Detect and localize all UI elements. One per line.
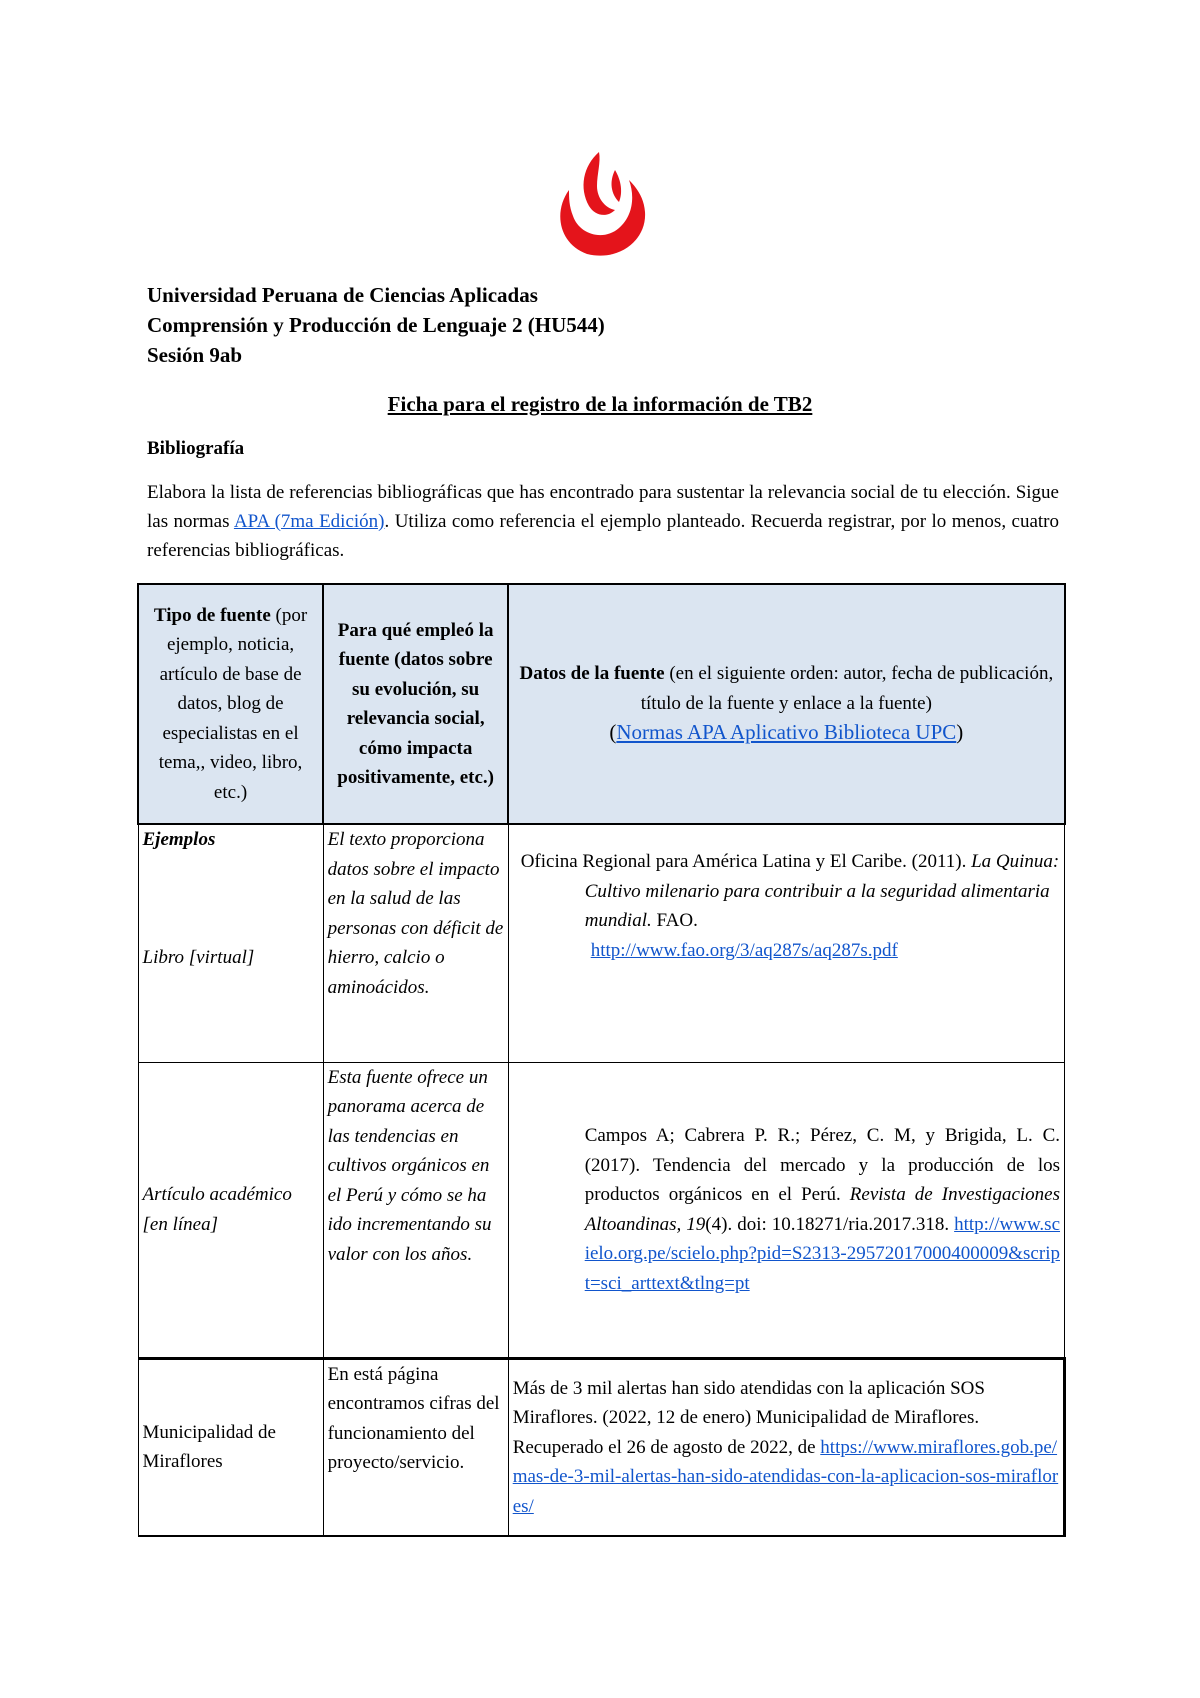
course-name: Comprensión y Producción de Lenguaje 2 (HU544) <box>147 313 605 337</box>
ref-journal: Revista de Investigaciones Altoandinas, 19 <box>584 1184 1060 1235</box>
apa-upc-link[interactable]: Normas APA Aplicativo Biblioteca UPC <box>616 720 957 745</box>
row-type-cell: Municipalidad de Miraflores <box>138 1358 323 1536</box>
row-reference-cell <box>508 824 1064 1062</box>
header-source-data <box>508 584 1064 824</box>
ref-url-link[interactable]: http://www.fao.org/3/aq287s/aq287s.pdf <box>590 939 898 961</box>
intro-text-end: . Utiliza como referencia el ejemplo planteado. Recuerda registrar, por lo menos, cuatro referencias bibliográficas. <box>147 511 1059 561</box>
examples-label: Ejemplos <box>142 829 216 850</box>
header-source-type-rest: (por ejemplo, noticia, artículo de base de datos, blog de especialistas en el tema,, video, libro, etc.) <box>158 604 308 803</box>
paren-open: ( <box>609 720 617 745</box>
ref-text: Más de 3 mil alertas han sido atendidas con la aplicación SOS Miraflores. (2022, 12 de enero) Municipalidad de Miraflores. Recuperado el 26 de agosto de 2022, de <box>512 1377 985 1458</box>
table-header-row <box>138 584 1065 824</box>
row-type-cell: Artículo académico [en línea] <box>138 1062 323 1358</box>
page-title: Ficha para el registro de la información de TB2 <box>387 392 813 416</box>
paren-close: ) <box>956 720 964 745</box>
header-source-type <box>138 584 323 824</box>
row-purpose-cell: El texto proporciona datos sobre el impacto en la salud de las personas con déficit de hierro, calcio o aminoácidos. <box>323 824 508 1062</box>
ref-issue: (4). doi: 10.18271/ria.2017.318. <box>705 1213 955 1235</box>
university-name: Universidad Peruana de Ciencias Aplicadas <box>147 283 538 307</box>
ref-title: La Quinua: Cultivo milenario para contribuir a la seguridad alimentaria mundial. <box>584 851 1060 931</box>
ref-author: Campos A; Cabrera P. R.; Pérez, C. M, y Brigida, L. C. (2017). Tendencia del mercado y la producción de los productos orgánicos en el Perú. <box>584 1125 1060 1205</box>
header-purpose: Para qué empleó la fuente (datos sobre su evolución, su relevancia social, cómo impacta positivamente, etc.) <box>323 584 508 824</box>
session-name: Sesión 9ab <box>147 343 243 367</box>
ref-author: Oficina Regional para América Latina y El Caribe. (2011). <box>520 851 972 872</box>
table-row <box>138 824 1065 1062</box>
ref-url-link[interactable]: http://www.scielo.org.pe/scielo.php?pid=S2313-29572017000400009&script=sci_arttext&tlng=pt <box>584 1213 1061 1294</box>
ref-url-link[interactable]: https://www.miraflores.gob.pe/mas-de-3-mil-alertas-han-sido-atendidas-con-la-aplicacion-sos-miraflores/ <box>512 1436 1059 1517</box>
header-source-data-rest: (en el siguiente orden: autor, fecha de publicación, título de la fuente y enlace a la fuente) <box>640 663 1054 714</box>
intro-text: Elabora la lista de referencias bibliográficas que has encontrado para sustentar la relevancia social de tu elección. Sigue las normas <box>147 482 1059 532</box>
source-type: Libro [virtual] <box>142 946 255 968</box>
section-title: Bibliografía <box>147 438 245 459</box>
row-type-cell <box>138 824 323 1062</box>
row-reference-cell <box>508 1062 1064 1358</box>
header-source-data-bold: Datos de la fuente <box>519 663 665 685</box>
header-source-type-bold: Tipo de fuente <box>153 604 271 626</box>
row-purpose-cell: Esta fuente ofrece un panorama acerca de las tendencias en cultivos orgánicos en el Perú y cómo se ha ido incrementando su valor con los años. <box>323 1062 508 1358</box>
table-row <box>138 1062 1065 1358</box>
intro-paragraph <box>147 478 1059 565</box>
ref-publisher: FAO. <box>651 910 698 931</box>
row-purpose-cell: En está página encontramos cifras del funcionamiento del proyecto/servicio. <box>323 1358 508 1536</box>
references-table <box>137 583 1066 1537</box>
row-reference-cell <box>508 1358 1064 1536</box>
table-row <box>138 1358 1065 1536</box>
document-header <box>147 280 605 370</box>
upc-logo-icon <box>549 150 653 258</box>
apa-link[interactable]: APA (7ma Edición) <box>233 511 385 532</box>
